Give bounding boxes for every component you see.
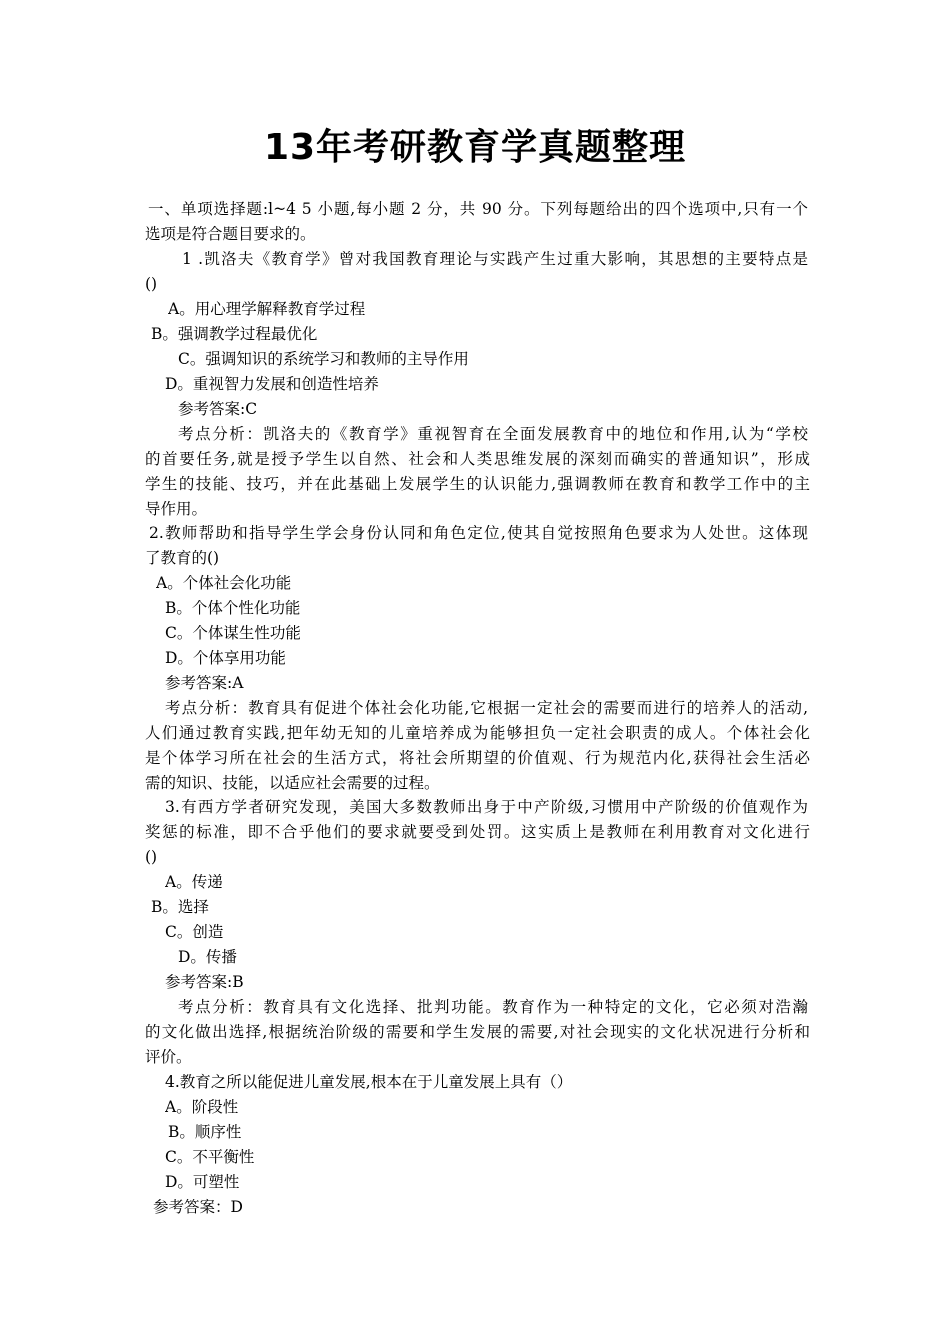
question-3-stem-cont-1: 奖惩的标准，即不合乎他们的要求就要受到处罚。这实质上是教师在利用教育对文化进行: [145, 823, 810, 841]
question-2-analysis-4: 需的知识、技能，以适应社会需要的过程。: [145, 774, 440, 792]
question-3-analysis-1: 考点分析：教育具有文化选择、批判功能。教育作为一种特定的文化，它必须对浩瀚: [178, 998, 808, 1016]
question-3-option-b: B。选择: [151, 898, 209, 916]
question-2-option-c: C。个体谋生性功能: [165, 624, 301, 642]
intro-line-2: 选项是符合题目要求的。: [145, 225, 316, 243]
question-2-option-b: B。个体个性化功能: [165, 599, 301, 617]
question-1-option-b: B。强调教学过程最优化: [151, 325, 318, 343]
question-3-option-d: D。传播: [178, 948, 237, 966]
question-3-analysis-3: 评价。: [145, 1048, 192, 1066]
question-2-answer: 参考答案:A: [165, 674, 244, 692]
question-2-analysis-3: 是个体学习所在社会的生活方式，将社会所期望的价值观、行为规范内化,获得社会生活必: [145, 749, 810, 767]
question-4-option-b: B。顺序性: [168, 1123, 242, 1141]
question-3-stem-cont-2: (): [145, 848, 158, 866]
question-3-stem: 3.有西方学者研究发现，美国大多数教师出身于中产阶级,习惯用中产阶级的价值观作为: [165, 798, 808, 816]
question-1-analysis-1: 考点分析：凯洛夫的《教育学》重视智育在全面发展教育中的地位和作用,认为“学校: [178, 425, 808, 443]
question-1-option-c: C。强调知识的系统学习和教师的主导作用: [178, 350, 469, 368]
question-2-analysis-2: 人们通过教育实践,把年幼无知的儿童培养成为能够担负一定社会职责的成人。个体社会化: [145, 724, 810, 742]
question-3-option-c: C。创造: [165, 923, 224, 941]
question-4-stem: 4.教育之所以能促进儿童发展,根本在于儿童发展上具有（）: [165, 1073, 573, 1091]
document-title: 13年考研教育学真题整理: [263, 127, 687, 168]
question-4-answer: 参考答案：D: [153, 1198, 243, 1216]
question-1-stem-cont: (): [145, 275, 158, 293]
question-1-analysis-4: 导作用。: [145, 500, 208, 518]
question-2-analysis-1: 考点分析：教育具有促进个体社会化功能,它根据一定社会的需要而进行的培养人的活动,: [165, 699, 808, 717]
question-1-answer: 参考答案:C: [178, 400, 258, 418]
question-3-answer: 参考答案:B: [165, 973, 244, 991]
question-3-analysis-2: 的文化做出选择,根据统治阶级的需要和学生发展的需要,对社会现实的文化状况进行分析和: [145, 1023, 810, 1041]
question-1-stem: 1 .凯洛夫《教育学》曾对我国教育理论与实践产生过重大影响，其思想的主要特点是: [182, 250, 808, 268]
question-4-option-d: D。可塑性: [165, 1173, 240, 1191]
question-2-option-a: A。个体社会化功能: [156, 574, 292, 592]
intro-line-1: 一、单项选择题:l~4 5 小题,每小题 2 分，共 90 分。下列每题给出的四个选项中,只有一个: [148, 200, 808, 218]
question-1-analysis-3: 学生的技能、技巧，并在此基础上发展学生的认识能力,强调教师在教育和教学工作中的主: [145, 475, 810, 493]
question-2-option-d: D。个体享用功能: [165, 649, 286, 667]
question-2-stem-cont: 了教育的(): [145, 549, 220, 567]
question-2-stem: 2.教师帮助和指导学生学会身份认同和角色定位,使其自觉按照角色要求为人处世。这体现: [149, 524, 808, 542]
question-1-option-a: A。用心理学解释教育学过程: [168, 300, 366, 318]
question-1-analysis-2: 的首要任务,就是授予学生以自然、社会和人类思维发展的深刻而确实的普通知识”，形成: [145, 450, 810, 468]
question-3-option-a: A。传递: [165, 873, 223, 891]
question-4-option-a: A。阶段性: [165, 1098, 239, 1116]
question-4-option-c: C。不平衡性: [165, 1148, 255, 1166]
question-1-option-d: D。重视智力发展和创造性培养: [165, 375, 379, 393]
